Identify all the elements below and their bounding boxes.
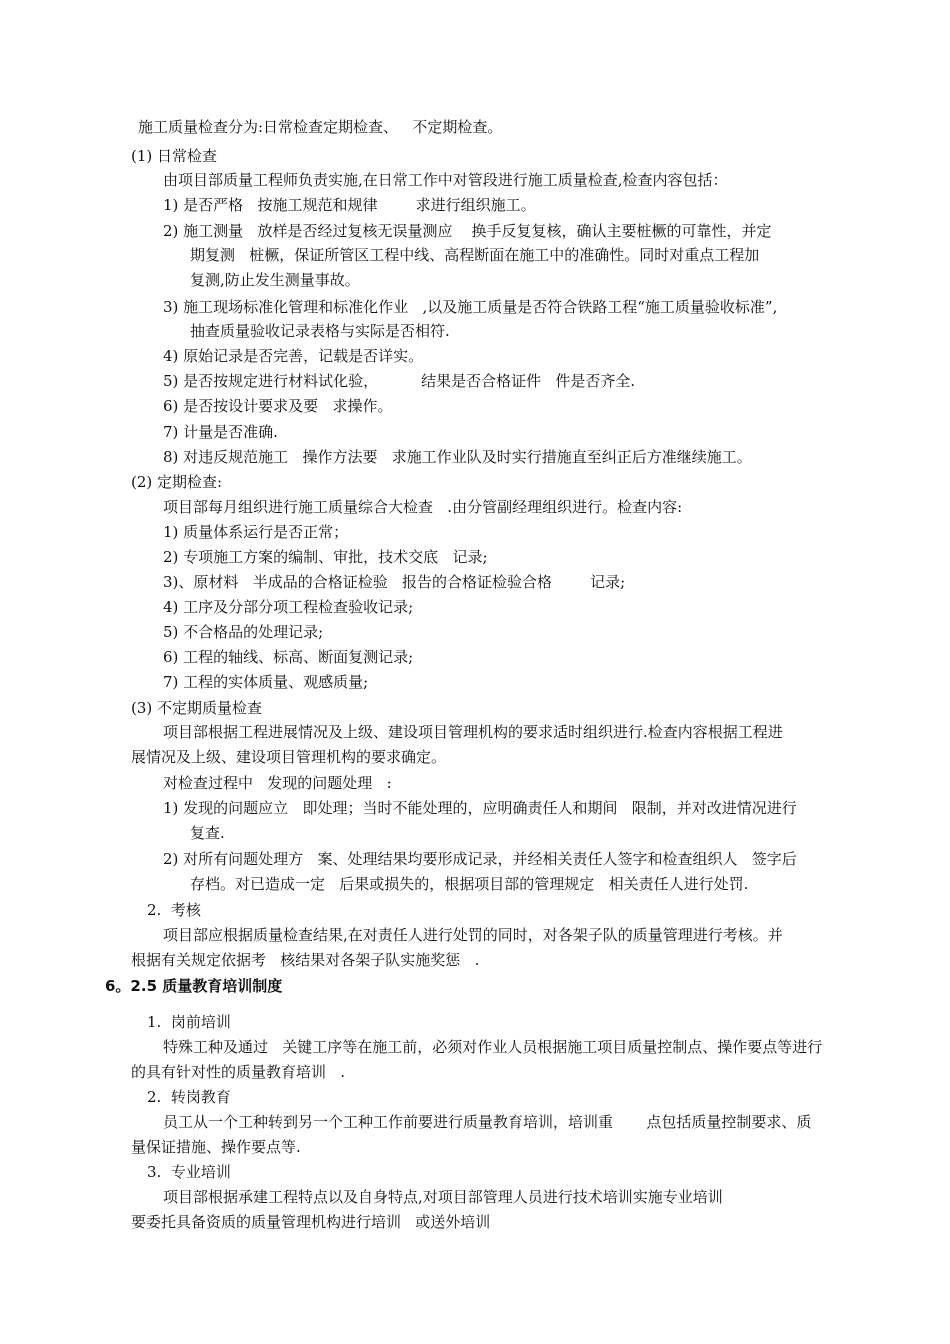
paragraph-line: 展情况及上级、建设项目管理机构的要求确定。 [131,748,447,766]
list-item: 1) 发现的问题应立 即处理；当时不能处理的，应明确责任人和期间 限制，并对改进情况进行 [163,799,797,817]
list-item: 6) 工程的轴线、标高、断面复测记录; [163,648,414,666]
paragraph-line: 项目部每月组织进行施工质量综合大检查 .由分管副经理组织进行。检查内容: [163,498,683,516]
section-heading-irregular: (3) 不定期质量检查 [131,699,263,717]
list-item: 7) 计量是否准确. [163,423,278,441]
list-item: 5) 不合格品的处理记录; [163,623,324,641]
paragraph-line: 项目部根据承建工程特点以及自身特点,对项目部管理人员进行技术培训实施专业培训 [163,1188,723,1206]
paragraph-line: 由项目部质量工程师负责实施,在日常工作中对管段进行施工质量检查,检查内容包括： [163,171,728,189]
paragraph-line: 项目部根据工程进展情况及上级、建设项目管理机构的要求适时组织进行.检查内容根据工程进 [163,723,783,741]
list-item-continuation: 存档。对已造成一定 后果或损失的，根据项目部的管理规定 相关责任人进行处罚. [190,875,749,893]
list-item: 8) 对违反规范施工 操作方法要 求施工作业队及时实行措施直至纠正后方准继续施工。 [163,448,752,466]
list-item-continuation: 复测,防止发生测量事故。 [190,271,360,289]
list-item: 5) 是否按规定进行材料试化验， 结果是否合格证件 件是否齐全. [163,372,636,390]
paragraph-line: 员工从一个工种转到另一个工种工作前要进行质量教育培训，培训重 点包括质量控制要求、质 [163,1113,812,1131]
list-item-continuation: 抽查质量验收记录表格与实际是否相符. [190,322,450,340]
list-item: 6) 是否按设计要求及要 求操作。 [163,397,393,415]
paragraph-line: 的具有针对性的质量教育培训 . [131,1063,346,1081]
paragraph-line: 项目部应根据质量检查结果,在对责任人进行处罚的同时，对各架子队的质量管理进行考核。并 [163,926,783,944]
list-item: 2) 专项施工方案的编制、审批，技术交底 记录; [163,548,488,566]
numbered-heading: 1. 岗前培训 [147,1013,231,1031]
paragraph-line: 特殊工种及通过 关键工序等在施工前，必须对作业人员根据施工项目质量控制点、操作要点等进行 [163,1038,823,1056]
intro-line: 施工质量检查分为:日常检查定期检查、 不定期检查。 [138,118,503,136]
list-item: 7) 工程的实体质量、观感质量; [163,673,369,691]
paragraph-line: 要委托具备资质的质量管理机构进行培训 或送外培训 [131,1213,491,1231]
section-heading-daily: (1) 日常检查 [131,147,218,165]
list-item: 4) 工序及分部分项工程检查验收记录; [163,598,414,616]
list-item: 2) 对所有问题处理方 案、处理结果均要形成记录，并经相关责任人签字和检查组织人 签字后 [163,850,797,868]
list-item: 3) 施工现场标准化管理和标准化作业 ,以及施工质量是否符合铁路工程“施工质量验收标准”, [163,298,778,316]
list-item: 1) 是否严格 按施工规范和规律 求进行组织施工。 [163,196,536,214]
section-heading-periodic: (2) 定期检查: [131,473,223,491]
paragraph-line: 根据有关规定依据考 核结果对各架子队实施奖惩 . [131,951,480,969]
list-item: 4) 原始记录是否完善，记载是否详实。 [163,347,424,365]
list-item: 3)、原材料 半成品的合格证检验 报告的合格证检验合格 记录; [163,573,626,591]
paragraph-line: 对检查过程中 发现的问题处理 : [163,774,392,792]
numbered-heading: 2. 转岗教育 [147,1088,231,1106]
numbered-heading: 3. 专业培训 [147,1163,231,1181]
list-item: 2) 施工测量 放样是否经过复核无误量测应 换手反复复核，确认主要桩橛的可靠性，并定 [163,222,772,240]
list-item-continuation: 期复测 桩橛，保证所管区工程中线、高程断面在施工中的准确性。同时对重点工程加 [190,246,760,264]
section-title-training: 6。2.5 质量教育培训制度 [105,977,283,995]
list-item-continuation: 复查. [190,824,225,842]
list-item: 1) 质量体系运行是否正常； [163,523,349,541]
paragraph-line: 量保证措施、操作要点等. [131,1138,301,1156]
numbered-heading: 2. 考核 [147,901,201,919]
